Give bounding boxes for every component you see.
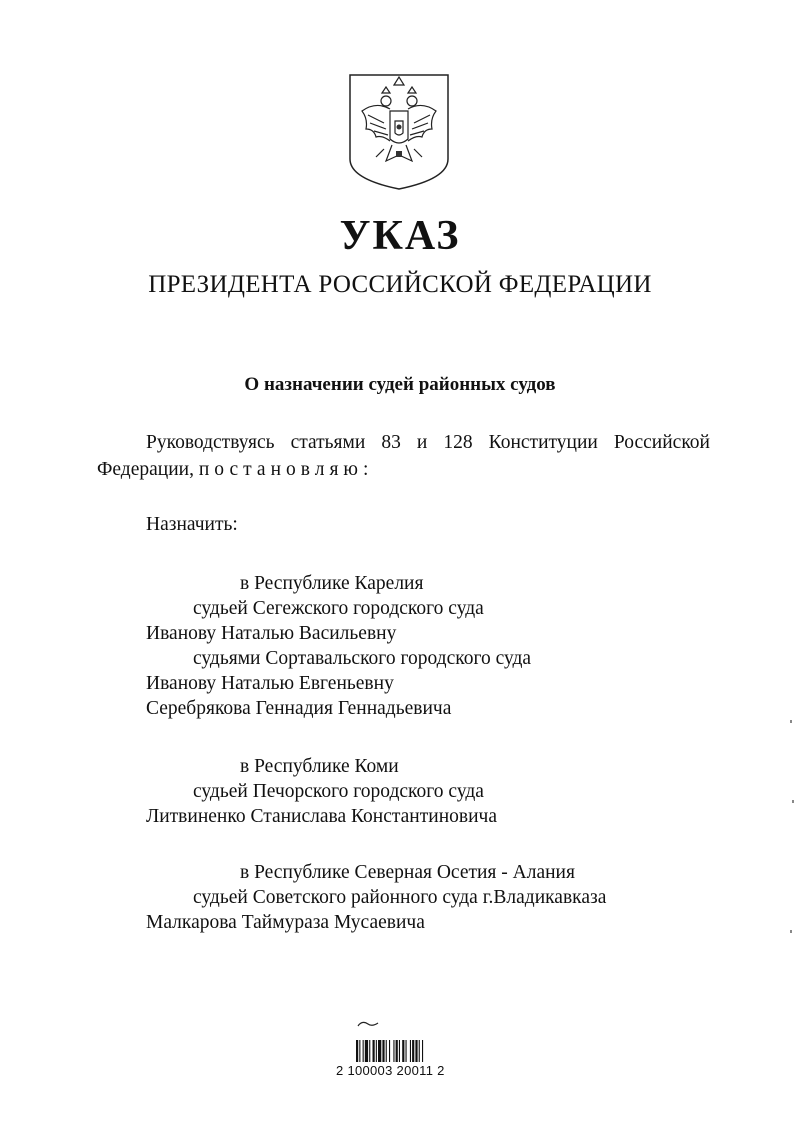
barcode-bar <box>359 1040 360 1062</box>
barcode-bar <box>415 1040 417 1062</box>
barcode-bar <box>376 1040 377 1062</box>
intro-line-2 <box>97 457 373 483</box>
coat-of-arms-emblem <box>346 71 452 193</box>
barcode-bar <box>412 1040 414 1062</box>
region-heading: в Республике Карелия <box>240 573 424 594</box>
barcode-bar <box>396 1040 398 1062</box>
region-heading: в Республике Коми <box>240 756 399 777</box>
barcode-bar <box>389 1040 390 1062</box>
appointee-name: Иванову Наталью Евгеньевну <box>146 673 394 694</box>
intro-line-2-prefix: Федерации, <box>97 459 194 480</box>
scan-artifact <box>790 930 792 933</box>
barcode-bar <box>399 1040 400 1062</box>
decree-heading: О назначении судей районных судов <box>244 374 556 395</box>
handwritten-mark <box>358 1022 378 1026</box>
scan-artifact <box>792 800 794 803</box>
scan-artifact <box>790 720 792 723</box>
barcode-bar <box>363 1040 364 1062</box>
barcode-bar <box>356 1040 358 1062</box>
barcode-bar <box>393 1040 394 1062</box>
barcode-bar <box>406 1040 407 1062</box>
barcode-bar <box>386 1040 387 1062</box>
barcode-bar <box>419 1040 420 1062</box>
region-heading: в Республике Северная Осетия - Алания <box>240 862 575 883</box>
document-subtitle: ПРЕЗИДЕНТА РОССИЙСКОЙ ФЕДЕРАЦИИ <box>148 271 652 298</box>
barcode-bar <box>402 1040 404 1062</box>
intro-line-2-spaced: постановляю: <box>198 459 374 480</box>
appoint-label: Назначить: <box>146 514 238 535</box>
document-title: УКАЗ <box>339 213 461 259</box>
court-position: судьей Сегежского городского суда <box>193 598 484 619</box>
barcode-bar <box>373 1040 375 1062</box>
appointee-name: Иванову Наталью Васильевну <box>146 623 397 644</box>
barcode-bar <box>378 1040 381 1062</box>
appointee-name: Малкарова Таймураза Мусаевича <box>146 912 425 933</box>
court-position: судьей Печорского городского суда <box>193 781 484 802</box>
barcode-bar <box>365 1040 368 1062</box>
barcode-bar <box>410 1040 411 1062</box>
barcode-number: 2 100003 20011 2 <box>336 1063 445 1078</box>
appointee-name: Серебрякова Геннадия Геннадьевича <box>146 698 452 719</box>
barcode-bar <box>369 1040 370 1062</box>
intro-line-1: Руководствуясь статьями 83 и 128 Конституции Российской <box>146 432 710 453</box>
barcode-bar <box>382 1040 384 1062</box>
barcode-bar <box>422 1040 423 1062</box>
appointee-name: Литвиненко Станислава Константиновича <box>146 806 497 827</box>
court-position: судьей Советского районного суда г.Владикавказа <box>193 887 607 908</box>
court-position: судьями Сортавальского городского суда <box>193 648 532 669</box>
